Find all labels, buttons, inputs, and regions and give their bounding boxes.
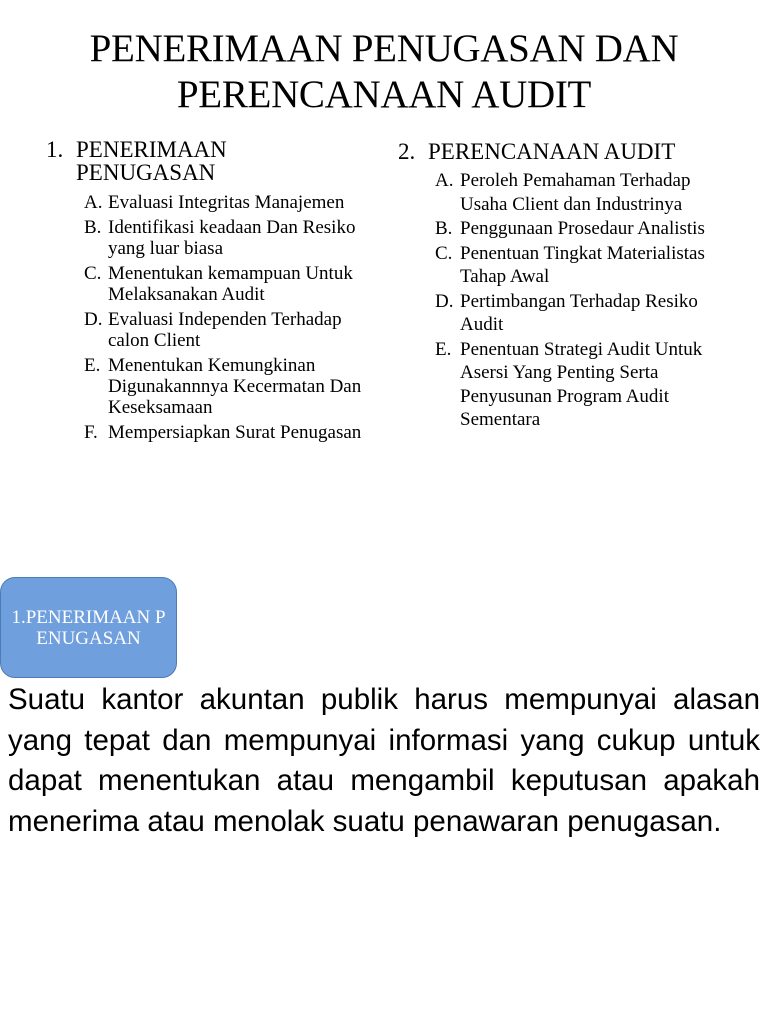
page-title <box>0 26 768 118</box>
section-heading-text: PERENCANAAN AUDIT <box>428 139 676 164</box>
item-letter: E. <box>435 338 452 360</box>
section-perencanaan-audit <box>398 140 738 433</box>
page-title-line-2: PERENCANAAN AUDIT <box>176 73 592 116</box>
item-text: Identifikasi keadaan Dan Resiko yang luar biasa <box>108 217 356 259</box>
item-letter: B. <box>435 218 453 239</box>
item-text: Peroleh Pemahaman Terhadap Usaha Client dan Industrinya <box>460 170 691 215</box>
list-item <box>84 263 376 305</box>
list-item <box>84 217 376 259</box>
section-heading <box>398 140 738 163</box>
item-letter: F. <box>84 422 98 443</box>
item-text: Penentuan Tingkat Materialistas Tahap Awal <box>460 242 705 287</box>
item-letter: C. <box>435 242 453 264</box>
list-item <box>435 338 738 432</box>
item-text: Pertimbangan Terhadap Resiko Audit <box>460 290 698 335</box>
section-penerimaan-penugasan <box>46 138 376 447</box>
section-item-list <box>435 169 738 432</box>
section-item-list <box>84 192 376 443</box>
item-text: Penggunaan Prosedaur Analistis <box>460 218 705 239</box>
body-paragraph: Suatu kantor akuntan publik harus mempunyai alasan yang tepat dan mempunyai informasi yang cukup untuk dapat menentukan atau mengambil keputusan apakah menerima atau menolak suatu penawaran penugasan. <box>8 683 760 838</box>
section-heading-line-1: PENERIMAAN <box>76 137 227 162</box>
item-letter: A. <box>435 170 454 191</box>
list-item <box>84 355 376 418</box>
list-item <box>435 290 738 337</box>
section-number: 1. <box>46 137 64 162</box>
section-badge-label: 1.PENERIMAAN PENUGASAN <box>11 606 166 649</box>
list-item <box>84 192 376 213</box>
item-text: Menentukan kemampuan Untuk Melaksanakan Audit <box>108 263 353 305</box>
item-text: Mempersiapkan Surat Penugasan <box>108 422 362 443</box>
item-text: Penentuan Strategi Audit Untuk Asersi Yang Penting Serta Penyusunan Program Audit Sementara <box>460 338 703 430</box>
item-letter: C. <box>84 263 102 284</box>
page-title-line-1: PENERIMAAN PENUGASAN DAN <box>89 27 679 70</box>
item-letter: E. <box>84 355 101 376</box>
list-item <box>84 422 376 443</box>
section-heading <box>46 138 376 184</box>
item-letter: D. <box>435 290 454 312</box>
list-item <box>435 217 738 241</box>
item-letter: B. <box>84 217 102 238</box>
list-item <box>435 169 738 216</box>
section-badge <box>0 577 177 678</box>
section-heading-line-2: PENUGASAN <box>76 160 216 185</box>
item-text: Evaluasi Integritas Manajemen <box>108 192 345 213</box>
item-letter: A. <box>84 192 103 213</box>
section-heading-text <box>76 138 227 184</box>
item-letter: D. <box>84 309 103 330</box>
section-number: 2. <box>398 139 416 164</box>
list-item <box>435 242 738 289</box>
list-item <box>84 309 376 351</box>
item-text: Menentukan Kemungkinan Digunakannnya Kecermatan Dan Keseksamaan <box>108 355 362 418</box>
item-text: Evaluasi Independen Terhadap calon Client <box>108 309 342 351</box>
